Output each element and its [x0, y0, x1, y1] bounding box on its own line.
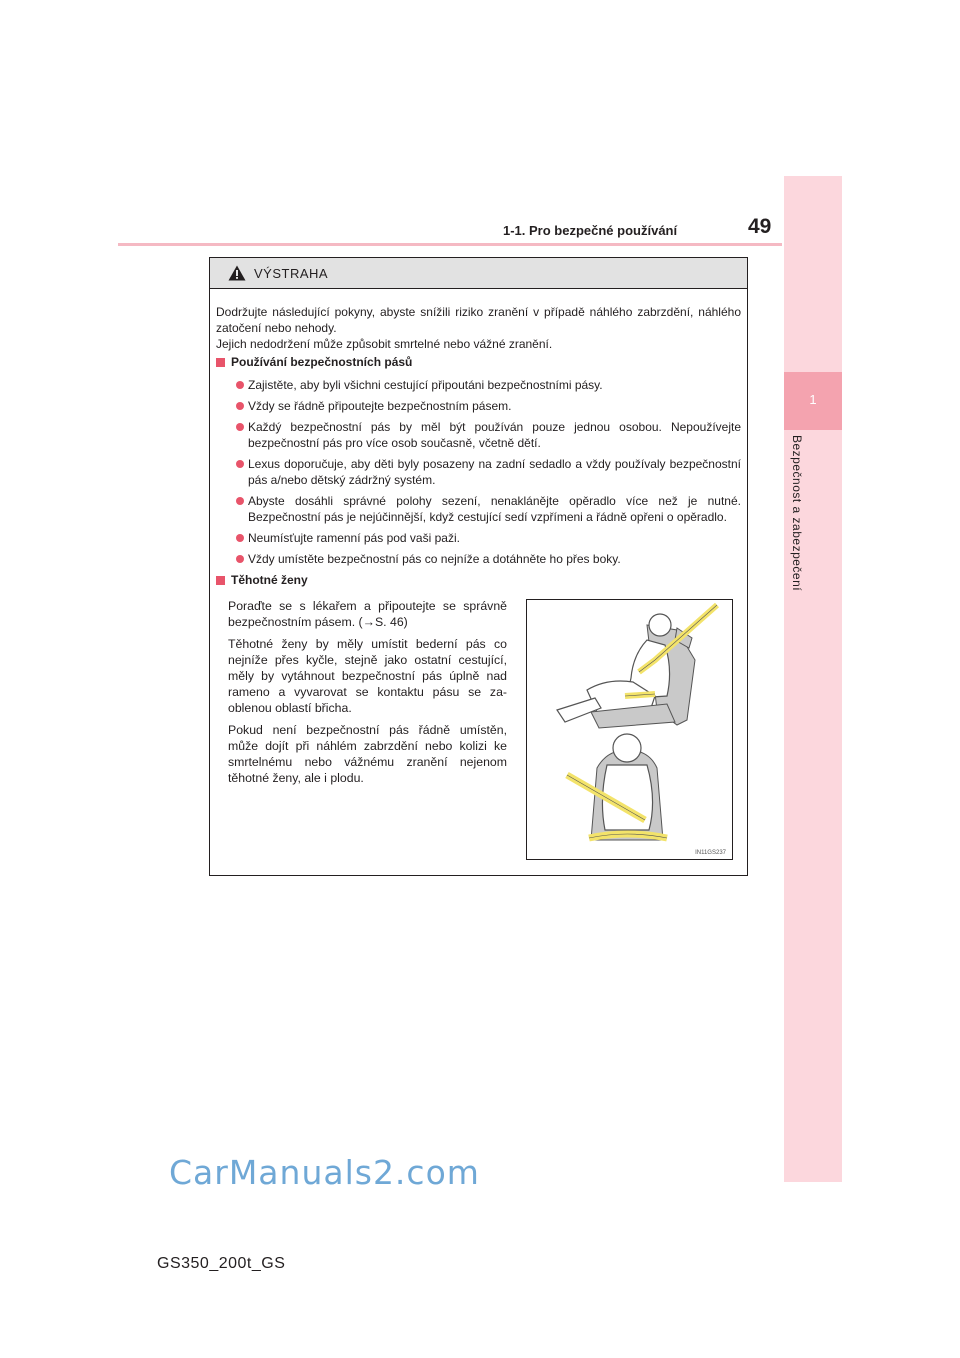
- chapter-side-tab: [784, 176, 842, 1182]
- list-item-text: Vždy umístěte bezpečnostní pás co nejníže a dotáhněte ho přes boky.: [248, 552, 621, 566]
- warning-intro: [216, 304, 741, 352]
- paragraph: Těhotné ženy by měly umístit bederní pás co nejníže přes kyčle, stejně jako ostatní cestující, měly by vytáhnout bezpečnostní pás úplně nad rameno a vyvarovat se kontaktu pásu se za-oblenou oblastí břicha.: [228, 637, 507, 715]
- pregnant-women-text: [228, 598, 507, 792]
- section-title: 1-1. Pro bezpečné používání: [503, 223, 678, 238]
- warning-title: VÝSTRAHA: [254, 265, 329, 281]
- seatbelt-illustration-graphic: [527, 600, 732, 859]
- list-item: [236, 493, 741, 525]
- illustration-code: IN11GS237: [695, 850, 726, 856]
- round-bullet-icon: [236, 555, 244, 563]
- pregnant-women-heading: [216, 572, 741, 588]
- warning-box: [209, 257, 748, 876]
- round-bullet-icon: [236, 381, 244, 389]
- watermark-logo: CarManuals2.com: [169, 1153, 480, 1192]
- list-item: [236, 551, 741, 567]
- seatbelt-use-heading-text: Používání bezpečnostních pásů: [231, 355, 413, 369]
- chapter-label: Bezpečnost a zabezpečení: [790, 435, 804, 592]
- list-item-text: Lexus doporučuje, aby děti byly posazeny na zadní sedadlo a vždy používaly bezpečnostní pás a/nebo dětský zádržný systém.: [248, 457, 741, 487]
- paragraph: Poraďte se s lékařem a připoutejte se správně bezpečnostním pásem. (→S. 46): [228, 599, 507, 629]
- page-number: 49: [748, 215, 772, 238]
- warning-content: [210, 289, 747, 588]
- seatbelt-use-heading: [216, 354, 741, 370]
- round-bullet-icon: [236, 534, 244, 542]
- list-item: [236, 377, 741, 393]
- round-bullet-icon: [236, 497, 244, 505]
- header-divider: [118, 243, 782, 246]
- pregnant-women-heading-text: Těhotné ženy: [231, 573, 308, 587]
- round-bullet-icon: [236, 423, 244, 431]
- seatbelt-rules-list: [216, 377, 741, 567]
- round-bullet-icon: [236, 402, 244, 410]
- list-item-text: Zajistěte, aby byli všichni cestující připoutáni bezpečnostními pásy.: [248, 378, 603, 392]
- list-item: [236, 456, 741, 488]
- footer-model-code: GS350_200t_GS: [157, 1255, 286, 1272]
- warning-triangle-icon: [228, 265, 246, 281]
- square-bullet-icon: [216, 576, 225, 585]
- list-item: [236, 419, 741, 451]
- chapter-number: 1: [809, 392, 817, 407]
- intro-text-2: Jejich nedodržení může způsobit smrtelné nebo vážné zranění.: [216, 337, 553, 351]
- list-item: [236, 530, 741, 546]
- list-item-text: Abyste dosáhli správné polohy sezení, nenaklánějte opěradlo více než je nutné. Bezpečnostní pás je nejúčinnější, když cestující sedí vzpřímeni a řádně opřeni o opěradlo.: [248, 494, 741, 524]
- list-item-text: Každý bezpečnostní pás by měl být používán pouze jednou osobou. Nepoužívejte bezpečnostní pás pro více osob současně, včetně dětí.: [248, 420, 741, 450]
- list-item: [236, 398, 741, 414]
- intro-text-1: Dodržujte následující pokyny, abyste snížili riziko zranění v případě náhlého zabrzdění, náhlého zatočení nebo nehody.: [216, 305, 741, 335]
- square-bullet-icon: [216, 358, 225, 367]
- round-bullet-icon: [236, 460, 244, 468]
- list-item-text: Neumísťujte ramenní pás pod vaši paži.: [248, 531, 460, 545]
- list-item-text: Vždy se řádně připoutejte bezpečnostním pásem.: [248, 399, 512, 413]
- paragraph: Pokud není bezpečnostní pás řádně umístěn, může dojít při náhlém zabrzdění nebo kolizi ke smrtelnému nebo vážnému zranění nejenom těhotné ženy, ale i plodu.: [228, 723, 507, 785]
- warning-header: [210, 258, 747, 289]
- pregnant-seatbelt-illustration: [526, 599, 733, 860]
